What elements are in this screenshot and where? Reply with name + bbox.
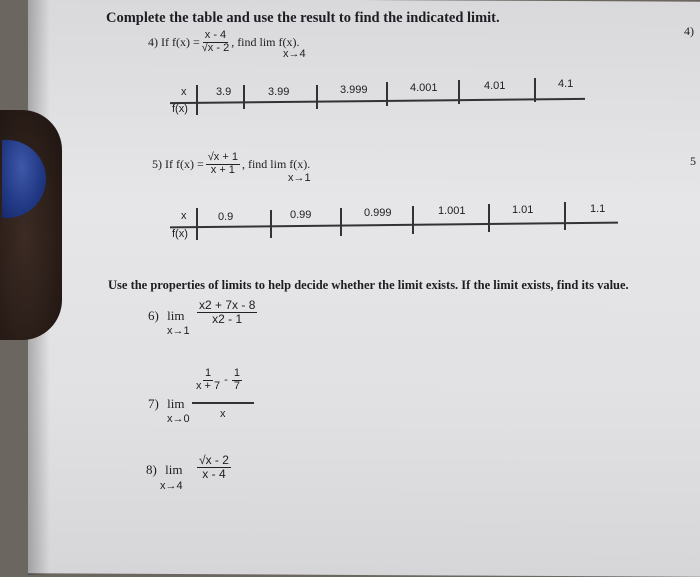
problem-6-numerator: x2 + 7x - 8 <box>199 298 256 312</box>
problem-4-statement <box>148 30 300 54</box>
table-4-tick <box>458 80 460 104</box>
table-5-value: 1.01 <box>512 204 534 216</box>
problem-8-fraction-body <box>197 454 231 480</box>
problem-8-lim: lim <box>165 462 183 477</box>
problem-8-fraction <box>197 454 231 480</box>
problem-7-denominator: x <box>220 408 226 420</box>
problem-6-denominator: x2 - 1 <box>212 311 243 326</box>
table-5-tick <box>564 202 566 230</box>
problem-4-denominator: √x - 2 <box>201 41 230 54</box>
table-5-value: 1.1 <box>590 203 606 215</box>
problem-7-numerator <box>196 368 242 392</box>
margin-label-5: 5 <box>690 154 696 168</box>
table-5-value: 1.001 <box>438 205 466 217</box>
table-5-tick <box>340 208 342 236</box>
table-4-value: 3.999 <box>340 84 368 96</box>
problem-5-statement <box>152 152 310 176</box>
problem-7-term1 <box>196 368 220 392</box>
table-4-tick <box>386 82 388 106</box>
table-5-x-label: x <box>181 210 187 222</box>
problem-4-limit-subscript: x→4 <box>283 48 306 60</box>
instructions-text: Use the properties of limits to help decide whether the limit exists. If the limit exists, find its value. <box>108 278 629 292</box>
problem-7-label <box>148 396 184 412</box>
problem-5-denominator: x + 1 <box>210 163 235 176</box>
table-4-value: 4.1 <box>558 78 574 90</box>
problem-8-number: 8) <box>146 462 157 477</box>
section-heading: Complete the table and use the result to find the indicated limit. <box>106 10 500 26</box>
problem-8-denominator: x - 4 <box>202 466 226 481</box>
table-5-value: 0.99 <box>290 209 312 221</box>
table-4-tick <box>316 85 318 109</box>
problem-8-limit-subscript: x→4 <box>160 480 183 492</box>
table-5-tick <box>488 204 490 232</box>
problem-7-term1-num: 1 <box>205 367 212 379</box>
problem-5-limit-subscript: x→1 <box>288 172 311 184</box>
table-4-x-label: x <box>181 86 187 98</box>
problem-5-fraction <box>206 152 240 176</box>
problem-7-number: 7) <box>148 396 159 411</box>
problem-4-prefix: 4) If f(x) = <box>148 34 200 49</box>
problem-4-numerator: x - 4 <box>204 29 227 41</box>
table-5-value: 0.9 <box>218 211 234 223</box>
problem-6-label <box>148 308 184 324</box>
table-4-value: 4.01 <box>484 80 506 92</box>
problem-7-limit-subscript: x→0 <box>167 413 190 425</box>
problem-4-suffix: , find lim f(x). <box>231 34 300 49</box>
table-5-divider <box>196 208 198 240</box>
problem-6-number: 6) <box>148 308 159 323</box>
table-4-divider <box>196 85 198 115</box>
table-4-value: 3.9 <box>216 86 232 98</box>
problem-5-numerator: √x + 1 <box>207 151 238 163</box>
table-5-f-label: f(x) <box>172 228 188 240</box>
problem-7-term2-num: 1 <box>233 367 240 379</box>
table-4-tick <box>534 78 536 102</box>
table-4-tick <box>243 85 245 109</box>
table-5-tick <box>270 210 272 238</box>
problem-8-numerator: √x - 2 <box>199 453 229 467</box>
problem-6-fraction-body <box>197 299 257 325</box>
table-4-value: 4.001 <box>410 82 438 94</box>
problem-7-minus: - <box>224 374 228 387</box>
problem-7-term2 <box>232 368 242 392</box>
problem-6-limit-subscript: x→1 <box>167 325 190 337</box>
table-5-tick <box>412 206 414 234</box>
problem-7-term1-den: x + 7 <box>196 379 221 392</box>
table-4-value: 3.99 <box>268 86 290 98</box>
margin-label-4: 4) <box>684 24 694 38</box>
problem-7-term2-den: 7 <box>233 379 240 392</box>
problem-5-prefix: 5) If f(x) = <box>152 156 204 171</box>
problem-7-main-fraction-bar <box>192 402 254 404</box>
problem-6-lim: lim <box>167 308 185 323</box>
problem-4-fraction <box>202 30 229 54</box>
problem-5-suffix: , find lim f(x). <box>241 156 311 171</box>
problem-6-fraction <box>197 299 257 325</box>
problem-8-label <box>146 462 182 478</box>
table-5-value: 0.999 <box>364 207 392 219</box>
problem-7-lim: lim <box>167 396 185 411</box>
table-4-f-label: f(x) <box>172 103 188 115</box>
